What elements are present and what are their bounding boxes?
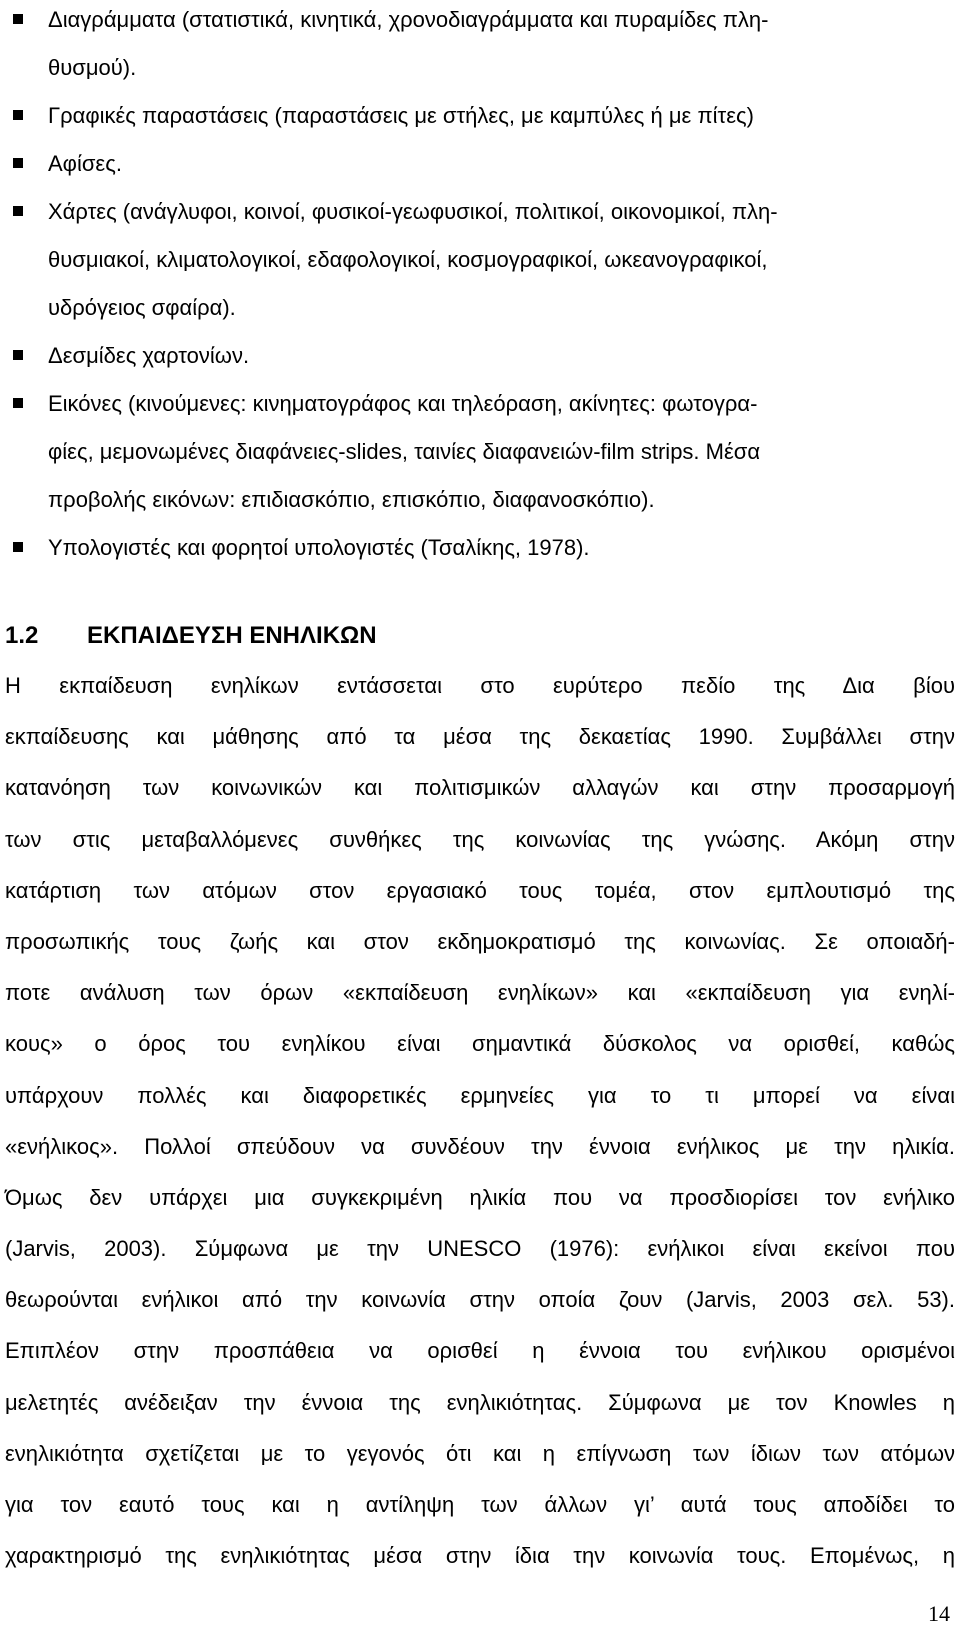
bullet-line: προβολής εικόνων: επιδιασκόπιο, επισκόπιο, διαφανοσκόπιο).	[48, 487, 655, 512]
paragraph-line: υπάρχουν πολλές και διαφορετικές ερμηνείες για το τι μπορεί να είναι	[5, 1082, 955, 1108]
paragraph-line: προσωπικής τους ζωής και στον εκδημοκρατισμό της κοινωνίας. Σε οποιαδή-	[5, 928, 955, 954]
bullet-line: Αφίσες.	[48, 151, 122, 176]
paragraph-line: (Jarvis, 2003). Σύμφωνα με την UNESCO (1976): ενήλικοι είναι εκείνοι που	[5, 1236, 955, 1262]
bullet-item-images	[0, 380, 960, 524]
paragraph-line: ποτε ανάλυση των όρων «εκπαίδευση ενηλίκων» και «εκπαίδευση για ενηλί-	[5, 980, 955, 1006]
bullet-item-card-decks	[0, 332, 960, 380]
paragraph-line: χαρακτηρισμό της ενηλικιότητας μέσα στην ίδια την κοινωνία τους. Επομένως, η	[5, 1543, 955, 1569]
body-paragraph	[5, 660, 955, 1581]
bullet-item-diagrams	[0, 0, 960, 92]
bullet-line: υδρόγειος σφαίρα).	[48, 295, 236, 320]
bullet-item-posters	[0, 140, 960, 188]
section-number: 1.2	[5, 622, 39, 649]
square-bullet-icon	[13, 542, 23, 552]
bullet-line: θυσμιακοί, κλιματολογικοί, εδαφολογικοί, κοσμογραφικοί, ωκεανογραφικοί,	[48, 247, 768, 272]
bullet-line: θυσμού).	[48, 55, 137, 80]
paragraph-line: κατανόηση των κοινωνικών και πολιτισμικών αλλαγών και στην προσαρμογή	[5, 775, 955, 801]
bullet-item-maps	[0, 188, 960, 332]
paragraph-line: Επιπλέον στην προσπάθεια να ορισθεί η έννοια του ενήλικου ορισμένοι	[5, 1338, 955, 1364]
bullet-line: φίες, μεμονωμένες διαφάνειες-slides, ταινίες διαφανειών-film strips. Μέσα	[48, 439, 761, 464]
square-bullet-icon	[13, 110, 23, 120]
paragraph-line: «ενήλικος». Πολλοί σπεύδουν να συνδέουν την έννοια ενήλικος με την ηλικία.	[5, 1133, 955, 1159]
paragraph-line: ενηλικιότητα σχετίζεται με το γεγονός ότι και η επίγνωση των ίδιων των ατόμων	[5, 1440, 955, 1466]
section-heading	[5, 620, 377, 652]
page-number: 14	[928, 1601, 950, 1626]
bullet-line: Εικόνες (κινούμενες: κινηματογράφος και τηλεόραση, ακίνητες: φωτογρα-	[48, 391, 758, 416]
paragraph-line: εκπαίδευσης και μάθησης από τα μέσα της δεκαετίας 1990. Συμβάλλει στην	[5, 724, 955, 750]
bullet-line: Υπολογιστές και φορητοί υπολογιστές (Τσαλίκης, 1978).	[48, 535, 590, 560]
paragraph-line: Όμως δεν υπάρχει μια συγκεκριμένη ηλικία που να προσδιορίσει τον ενήλικο	[5, 1184, 955, 1210]
square-bullet-icon	[13, 350, 23, 360]
square-bullet-icon	[13, 206, 23, 216]
bullet-item-computers	[0, 524, 960, 572]
section-title: ΕΚΠΑΙΔΕΥΣΗ ΕΝΗΛΙΚΩΝ	[87, 622, 377, 649]
paragraph-line: θεωρούνται ενήλικοι από την κοινωνία στην οποία ζουν (Jarvis, 2003 σελ. 53).	[5, 1287, 955, 1313]
bullet-line: Δεσμίδες χαρτονίων.	[48, 343, 250, 368]
square-bullet-icon	[13, 398, 23, 408]
bullet-list	[0, 0, 960, 572]
paragraph-line: Η εκπαίδευση ενηλίκων εντάσσεται στο ευρύτερο πεδίο της Δια βίου	[5, 673, 955, 698]
square-bullet-icon	[13, 14, 23, 24]
paragraph-line: μελετητές ανέδειξαν την έννοια της ενηλικιότητας. Σύμφωνα με τον Knowles η	[5, 1389, 955, 1415]
paragraph-line: κατάρτιση των ατόμων στον εργασιακό τους τομέα, στον εμπλουτισμό της	[5, 877, 955, 903]
paragraph-line: των στις μεταβαλλόμενες συνθήκες της κοινωνίας της γνώσης. Ακόμη στην	[5, 826, 955, 852]
bullet-item-graphs	[0, 92, 960, 140]
bullet-line: Γραφικές παραστάσεις (παραστάσεις με στήλες, με καμπύλες ή με πίτες)	[48, 103, 754, 128]
bullet-line: Διαγράμματα (στατιστικά, κινητικά, χρονοδιαγράμματα και πυραμίδες πλη-	[48, 7, 769, 32]
bullet-line: Χάρτες (ανάγλυφοι, κοινοί, φυσικοί-γεωφυσικοί, πολιτικοί, οικονομικοί, πλη-	[48, 199, 778, 224]
square-bullet-icon	[13, 158, 23, 168]
paragraph-line: κους» ο όρος του ενηλίκου είναι σημαντικά δύσκολος να ορισθεί, καθώς	[5, 1031, 955, 1057]
paragraph-line: για τον εαυτό τους και η αντίληψη των άλλων γι’ αυτά τους αποδίδει το	[5, 1492, 955, 1517]
